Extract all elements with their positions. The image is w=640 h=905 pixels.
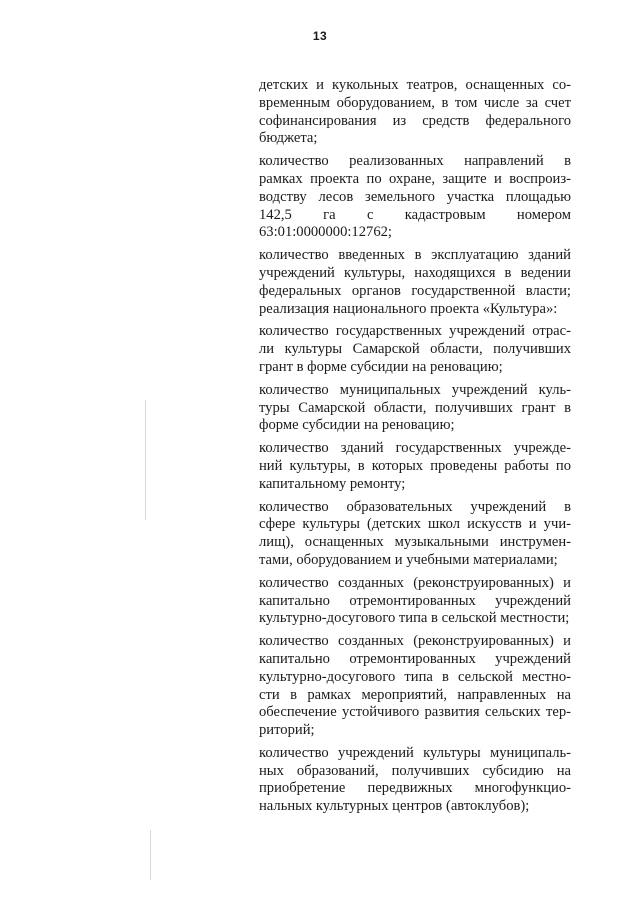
text-line: ных образований, получивших субсидию на xyxy=(259,762,571,779)
text-line: грант в форме субсидии на реновацию; xyxy=(259,358,503,375)
list-item xyxy=(259,575,571,628)
text-line: форме субсидии на реновацию; xyxy=(259,417,455,434)
page-number: 13 xyxy=(312,29,328,43)
text-line: 142,5 га с кадастровым номером xyxy=(259,206,571,223)
text-line: софинансирования из средств федерального xyxy=(259,112,571,129)
text-line: количество муниципальных учреждений куль- xyxy=(259,381,571,398)
text-line: водству лесов земельного участка площадью xyxy=(259,188,571,205)
text-line: ли культуры Самарской области, получивших xyxy=(259,341,571,358)
document-body xyxy=(259,77,571,821)
text-line: количество образовательных учреждений в xyxy=(259,498,571,515)
text-line: количество созданных (реконструированных) и xyxy=(259,633,571,650)
text-line: временным оборудованием, в том числе за счет xyxy=(259,94,571,111)
list-item xyxy=(259,247,571,318)
text-line: количество реализованных направлений в xyxy=(259,153,571,170)
text-line: детских и кукольных театров, оснащенных со- xyxy=(259,77,571,93)
text-line: учреждений культуры, находящихся в ведении xyxy=(259,264,571,281)
text-line: нальных культурных центров (автоклубов); xyxy=(259,798,530,815)
text-line: 63:01:0000000:12762; xyxy=(259,224,392,241)
text-line: количество введенных в эксплуатацию зданий xyxy=(259,247,571,264)
text-line: культурно-досугового типа в сельской местно- xyxy=(259,668,571,685)
list-item xyxy=(259,382,571,435)
text-line: лищ), оснащенных музыкальными инструмен- xyxy=(259,534,571,551)
text-line: капитально отремонтированных учреждений xyxy=(259,592,571,609)
text-line: сти в рамках мероприятий, направленных на xyxy=(259,686,571,703)
text-line: количество зданий государственных учрежде- xyxy=(259,440,571,457)
list-item xyxy=(259,440,571,493)
text-line: реализация национального проекта «Культура»: xyxy=(259,300,558,317)
text-line: капитально отремонтированных учреждений xyxy=(259,650,571,667)
scan-edge-line-bottom xyxy=(150,830,151,880)
text-line: культурно-досугового типа в сельской местности; xyxy=(259,610,570,627)
text-line: риторий; xyxy=(259,722,315,739)
list-item xyxy=(259,745,571,816)
list-item xyxy=(259,323,571,376)
text-line: туры Самарской области, получивших грант в xyxy=(259,399,571,416)
text-line: капитальному ремонту; xyxy=(259,475,406,492)
text-line: приобретение передвижных многофункцио- xyxy=(259,780,571,797)
text-line: федеральных органов государственной власти; xyxy=(259,282,571,299)
text-line: сфере культуры (детских школ искусств и учи- xyxy=(259,516,571,533)
list-item xyxy=(259,499,571,570)
text-line: количество созданных (реконструированных) и xyxy=(259,574,571,591)
text-line: количество учреждений культуры муниципаль- xyxy=(259,744,571,761)
text-line: ний культуры, в которых проведены работы по xyxy=(259,457,571,474)
text-line: количество государственных учреждений отрас- xyxy=(259,323,571,340)
list-item xyxy=(259,633,571,740)
text-line: бюджета; xyxy=(259,130,318,147)
text-line: обеспечение устойчивого развития сельских тер- xyxy=(259,704,571,721)
list-item xyxy=(259,77,571,148)
text-line: рамках проекта по охране, защите и воспроиз- xyxy=(259,170,571,187)
text-line: тами, оборудованием и учебными материалами; xyxy=(259,551,558,568)
list-item xyxy=(259,153,571,242)
scan-edge-line-left xyxy=(145,400,146,520)
